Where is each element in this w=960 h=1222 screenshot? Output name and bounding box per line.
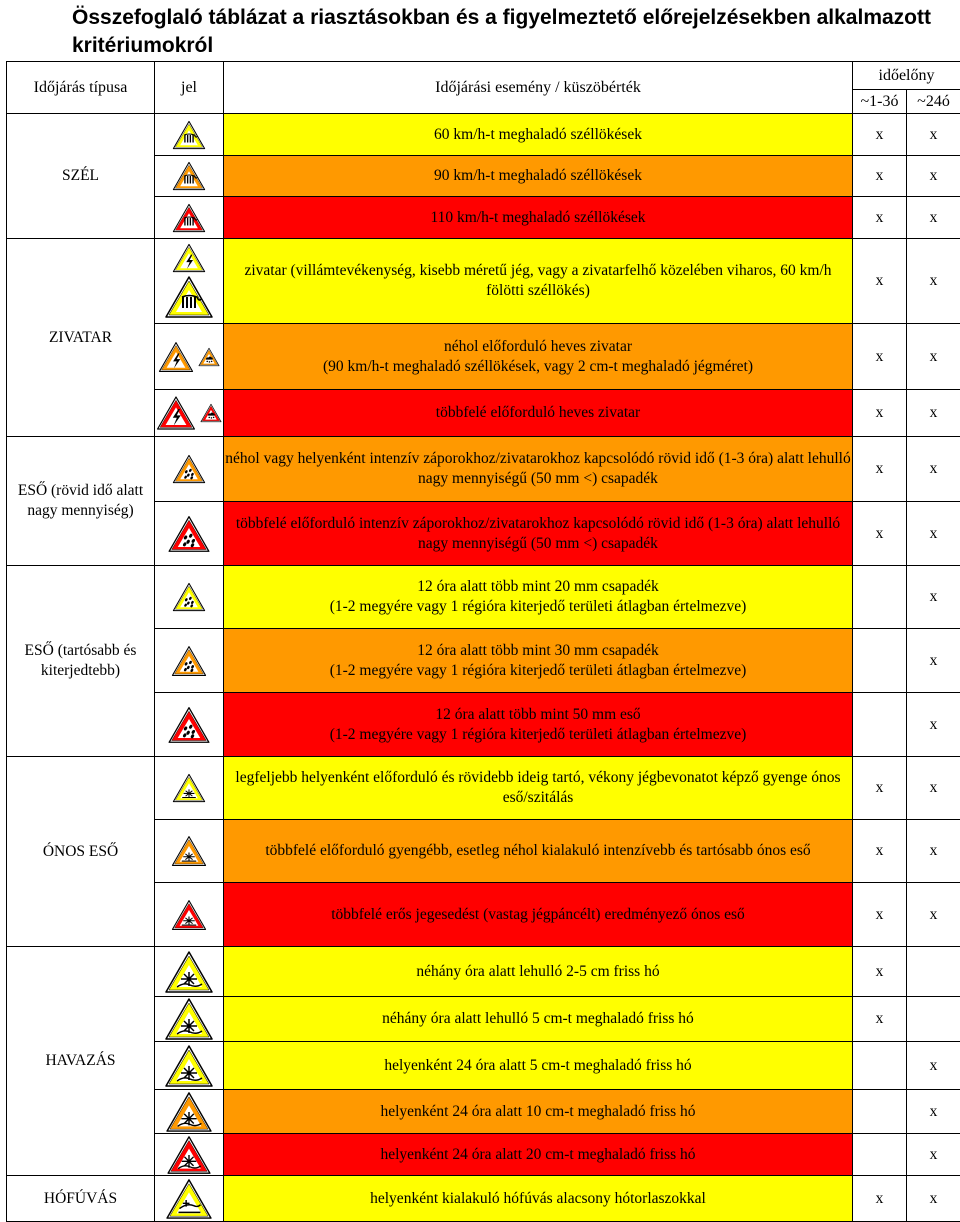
category-rain-short: ESŐ (rövid idő alatt nagy mennyiség): [7, 437, 155, 566]
lead-long-mark: x: [907, 324, 960, 390]
lead-short-mark: x: [853, 947, 907, 997]
table-row: [7, 947, 960, 997]
lead-short-mark: x: [853, 437, 907, 502]
lead-long-mark: [907, 997, 960, 1042]
event-cell: helyenként 24 óra alatt 20 cm-t meghaladó friss hó: [224, 1134, 853, 1176]
lead-short-mark: x: [853, 156, 907, 197]
event-cell: 12 óra alatt több mint 30 mm csapadék (1-2 megyére vagy 1 régióra kiterjedő területi átlagban értelmezve): [224, 629, 853, 693]
event-cell: legfeljebb helyenként előforduló és rövidebb ideig tartó, vékony jégbevonatot képző gyenge ónos eső/szitálás: [224, 757, 853, 820]
lead-short-mark: [853, 1134, 907, 1176]
table-row: [7, 437, 960, 502]
lead-long-mark: x: [907, 1134, 960, 1176]
page-title: Összefoglaló táblázat a riasztásokban és a figyelmeztető előrejelzésekben alkalmazott kritériumokról: [72, 4, 932, 60]
event-cell: 12 óra alatt több mint 50 mm eső (1-2 megyére vagy 1 régióra kiterjedő területi átlagban értelmezve): [224, 693, 853, 757]
lead-long-mark: x: [907, 883, 960, 947]
lead-long-mark: [907, 947, 960, 997]
category-wind: SZÉL: [7, 114, 155, 239]
event-cell: többfelé előforduló heves zivatar: [224, 390, 853, 437]
event-cell: néhány óra alatt lehulló 5 cm-t meghaladó friss hó: [224, 997, 853, 1042]
snow-icon: [163, 997, 215, 1041]
event-cell: zivatar (villámtevékenység, kisebb méretű jég, vagy a zivatarfelhő közelében viharos, 60 km/h fölötti széllökés): [224, 239, 853, 324]
lead-long-mark: x: [907, 156, 960, 197]
criteria-table: [6, 61, 960, 1222]
rain-icon: [172, 582, 206, 612]
table-row: [7, 1176, 960, 1222]
table-row: [7, 757, 960, 820]
snow-icon: [163, 1044, 215, 1088]
rain-icon: [167, 706, 211, 744]
lead-long-mark: x: [907, 1176, 960, 1222]
lead-short-mark: x: [853, 114, 907, 156]
lead-long-mark: x: [907, 757, 960, 820]
hail-icon: [198, 347, 220, 367]
lightning-icon: [172, 243, 206, 273]
category-thunderstorm: ZIVATAR: [7, 239, 155, 437]
event-cell: helyenként 24 óra alatt 10 cm-t meghaladó friss hó: [224, 1090, 853, 1134]
event-cell: néhol vagy helyenként intenzív záporokhoz/zivatarokhoz kapcsolódó rövid idő (1-3 óra) alatt lehulló nagy mennyiségű (50 mm <) csapadék: [224, 437, 853, 502]
header-event: Időjárási esemény / küszöbérték: [224, 62, 853, 114]
freezing-rain-icon: [171, 835, 207, 867]
event-cell: többfelé erős jegesedést (vastag jégpáncélt) eredményező ónos eső: [224, 883, 853, 947]
hail-icon: [200, 403, 222, 423]
category-rain-long: ESŐ (tartósabb és kiterjedtebb): [7, 566, 155, 757]
header-lead-short: ~1-3ó: [853, 90, 907, 114]
lightning-icon: [156, 395, 196, 431]
lead-short-mark: [853, 566, 907, 629]
lead-long-mark: x: [907, 502, 960, 566]
lead-short-mark: [853, 629, 907, 693]
lead-long-mark: x: [907, 197, 960, 239]
wind-icon: [172, 120, 206, 150]
event-cell: többfelé előforduló gyengébb, esetleg néhol kialakuló intenzívebb és tartósabb ónos eső: [224, 820, 853, 883]
snow-icon: [163, 1091, 215, 1133]
event-cell: helyenként kialakuló hófúvás alacsony hótorlaszokkal: [224, 1176, 853, 1222]
rain-icon: [171, 645, 207, 677]
event-cell: 90 km/h-t meghaladó széllökések: [224, 156, 853, 197]
lead-long-mark: x: [907, 693, 960, 757]
category-snow: HAVAZÁS: [7, 947, 155, 1176]
freezing-rain-icon: [172, 773, 206, 803]
lead-short-mark: [853, 1042, 907, 1090]
rain-icon: [167, 515, 211, 553]
lead-long-mark: x: [907, 1042, 960, 1090]
lead-short-mark: x: [853, 390, 907, 437]
lead-short-mark: x: [853, 820, 907, 883]
lead-long-mark: x: [907, 437, 960, 502]
snow-icon: [163, 1135, 215, 1175]
wind-icon: [172, 161, 206, 191]
lead-long-mark: x: [907, 239, 960, 324]
event-cell: néhány óra alatt lehulló 2-5 cm friss hó: [224, 947, 853, 997]
header-lead-time: időelőny: [853, 62, 960, 90]
header-lead-long: ~24ó: [907, 90, 960, 114]
event-cell: 110 km/h-t meghaladó széllökések: [224, 197, 853, 239]
lead-short-mark: x: [853, 757, 907, 820]
lead-short-mark: [853, 693, 907, 757]
lead-short-mark: x: [853, 197, 907, 239]
rain-icon: [172, 454, 206, 484]
table-row: [7, 566, 960, 629]
wind-icon: [172, 203, 206, 233]
freezing-rain-icon: [171, 899, 207, 931]
snow-icon: [163, 950, 215, 994]
lead-short-mark: x: [853, 239, 907, 324]
lead-long-mark: x: [907, 390, 960, 437]
table-row: [7, 114, 960, 156]
lead-short-mark: x: [853, 324, 907, 390]
lead-long-mark: x: [907, 114, 960, 156]
lead-long-mark: x: [907, 629, 960, 693]
lead-long-mark: x: [907, 566, 960, 629]
header-symbol: jel: [155, 62, 224, 114]
lightning-icon: [158, 341, 194, 373]
lead-long-mark: x: [907, 820, 960, 883]
snowdrift-icon: [163, 1178, 215, 1220]
category-freezing-rain: ÓNOS ESŐ: [7, 757, 155, 947]
header-weather-type: Időjárás típusa: [7, 62, 155, 114]
event-cell: helyenként 24 óra alatt 5 cm-t meghaladó friss hó: [224, 1042, 853, 1090]
event-cell: néhol előforduló heves zivatar (90 km/h-t meghaladó széllökések, vagy 2 cm-t meghaladó jégméret): [224, 324, 853, 390]
lead-short-mark: x: [853, 997, 907, 1042]
wind-icon: [164, 275, 214, 319]
lead-short-mark: x: [853, 502, 907, 566]
lead-long-mark: x: [907, 1090, 960, 1134]
event-cell: 12 óra alatt több mint 20 mm csapadék (1-2 megyére vagy 1 régióra kiterjedő területi átlagban értelmezve): [224, 566, 853, 629]
table-row: [7, 239, 960, 324]
category-snowdrift: HÓFÚVÁS: [7, 1176, 155, 1222]
event-cell: 60 km/h-t meghaladó széllökések: [224, 114, 853, 156]
event-cell: többfelé előforduló intenzív záporokhoz/zivatarokhoz kapcsolódó rövid idő (1-3 óra) alatt lehulló nagy mennyiségű (50 mm <) csapadék: [224, 502, 853, 566]
lead-short-mark: x: [853, 1176, 907, 1222]
lead-short-mark: [853, 1090, 907, 1134]
lead-short-mark: x: [853, 883, 907, 947]
